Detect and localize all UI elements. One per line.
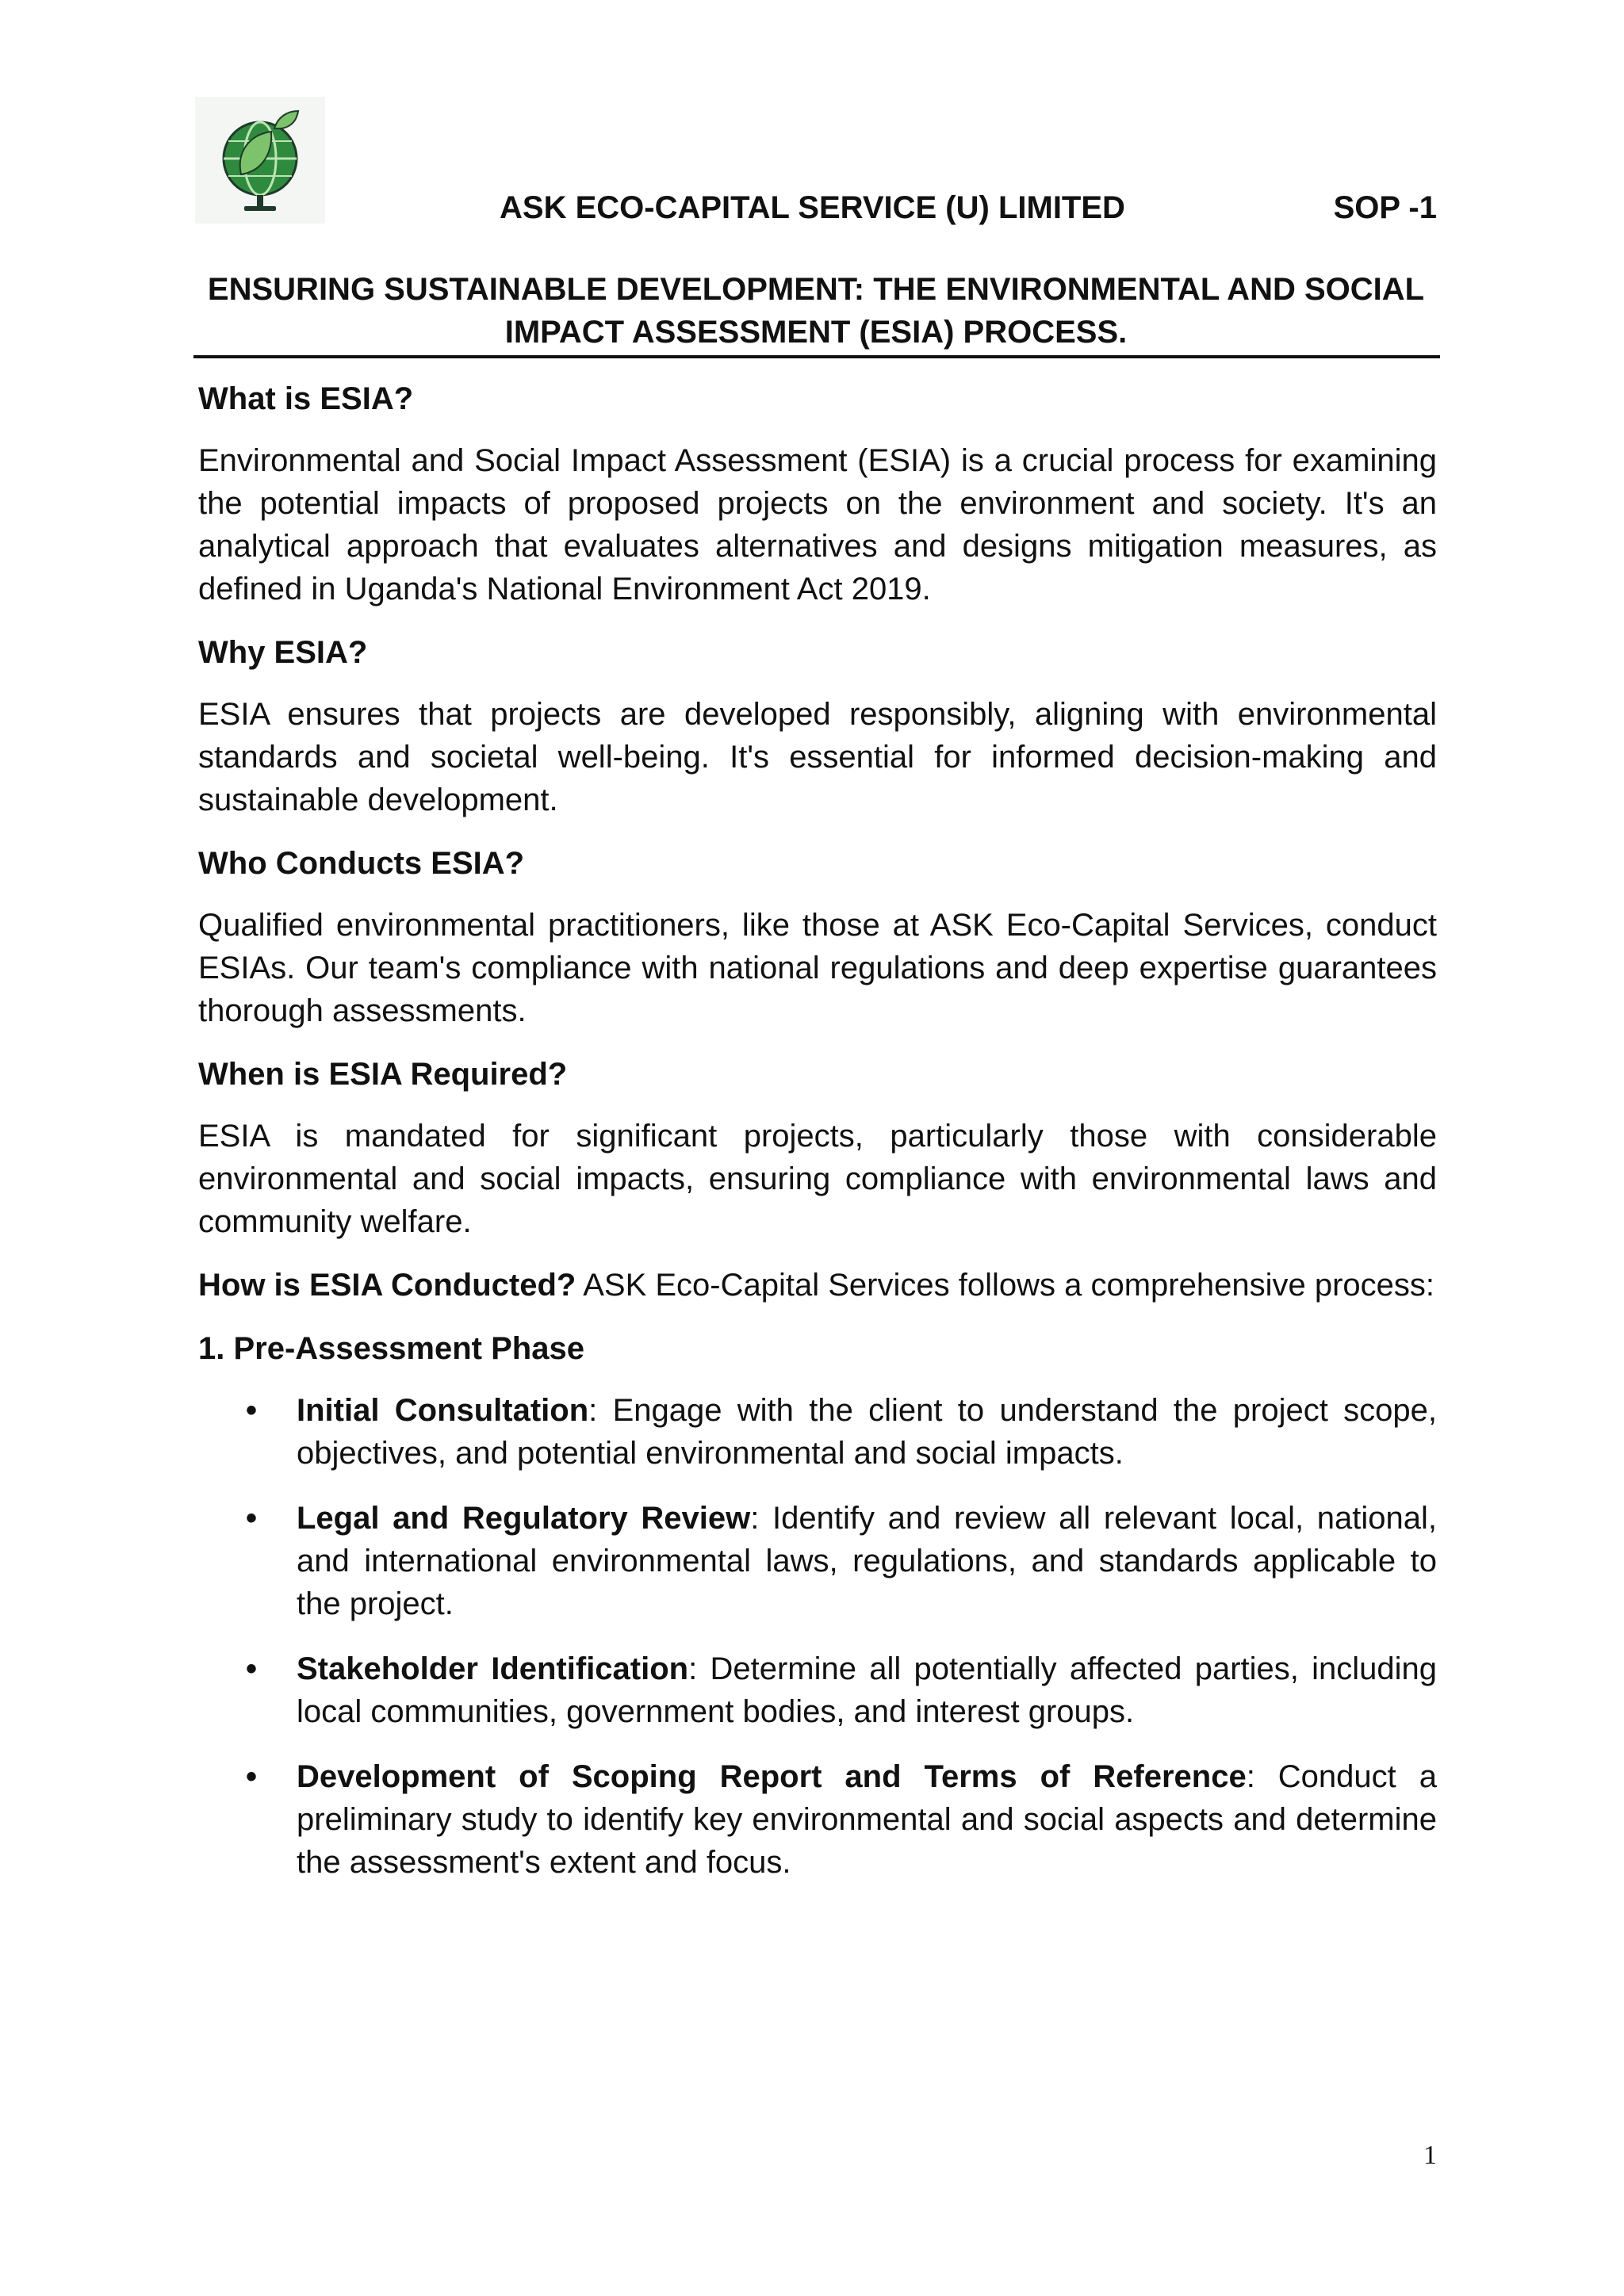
list-item-term: Stakeholder Identification: [297, 1651, 689, 1686]
list-item-term: Development of Scoping Report and Terms of Reference: [297, 1759, 1247, 1794]
section-how: [198, 1264, 1437, 1307]
list-item: [198, 1755, 1437, 1884]
list-item-text: : Engage with the client to understand the project scope, objectives, and potential environmental and social impacts.: [297, 1393, 1437, 1471]
phase-item-list: [198, 1389, 1437, 1884]
document-title: [195, 268, 1437, 354]
list-item-text: : Conduct a preliminary study to identify key environmental and social aspects and determine the assessment's extent and focus.: [297, 1759, 1437, 1880]
sop-code: SOP -1: [1333, 190, 1437, 225]
section-body-who: Qualified environmental practitioners, like those at ASK Eco-Capital Services, conduct ESIAs. Our team's compliance with national regulations and deep expertise guarantees thorough assessments.: [198, 908, 1437, 1028]
section-heading-how: How is ESIA Conducted?: [198, 1268, 576, 1303]
page-number: 1: [1423, 2141, 1437, 2170]
bullet-icon: •: [246, 1759, 258, 1794]
list-item: [198, 1389, 1437, 1475]
list-item-term: Legal and Regulatory Review: [297, 1501, 751, 1536]
bullet-icon: •: [246, 1501, 258, 1536]
section-body-why: ESIA ensures that projects are developed responsibly, aligning with environmental standards and societal well-being. It's essential for informed decision-making and sustainable development.: [198, 697, 1437, 817]
list-item-term: Initial Consultation: [297, 1393, 589, 1428]
phase-heading: 1. Pre-Assessment Phase: [198, 1331, 584, 1366]
section-heading-what: What is ESIA?: [198, 381, 414, 416]
bullet-icon: •: [246, 1393, 258, 1428]
list-item: [198, 1647, 1437, 1733]
list-item-text: : Identify and review all relevant local, national, and international environmental laws, regulations, and standards applicable to the project.: [297, 1501, 1437, 1621]
section-heading-when: When is ESIA Required?: [198, 1057, 568, 1092]
document-title-line-1: ENSURING SUSTAINABLE DEVELOPMENT: THE ENVIRONMENTAL AND SOCIAL: [207, 272, 1425, 307]
title-underline-rule: [193, 355, 1440, 358]
document-body: [198, 377, 1437, 1906]
section-body-what: Environmental and Social Impact Assessment (ESIA) is a crucial process for examining the potential impacts of proposed projects on the environment and society. It's an analytical approach that evaluates alternatives and designs mitigation measures, as defined in Uganda's National Environment Act 2019.: [198, 443, 1437, 607]
section-body-how: ASK Eco-Capital Services follows a comprehensive process:: [576, 1268, 1435, 1303]
section-body-when: ESIA is mandated for significant projects, particularly those with considerable environmental and social impacts, ensuring compliance with environmental laws and community welfare.: [198, 1119, 1437, 1239]
section-heading-why: Why ESIA?: [198, 635, 368, 670]
document-title-line-2: IMPACT ASSESSMENT (ESIA) PROCESS.: [504, 315, 1128, 350]
company-name: ASK ECO-CAPITAL SERVICE (U) LIMITED: [500, 190, 1125, 225]
list-item: [198, 1497, 1437, 1625]
bullet-icon: •: [246, 1651, 258, 1686]
company-logo: [195, 97, 325, 224]
globe-leaf-icon: [195, 97, 325, 224]
list-item-text: : Determine all potentially affected parties, including local communities, government bodies, and interest groups.: [297, 1651, 1438, 1729]
section-heading-who: Who Conducts ESIA?: [198, 846, 525, 881]
